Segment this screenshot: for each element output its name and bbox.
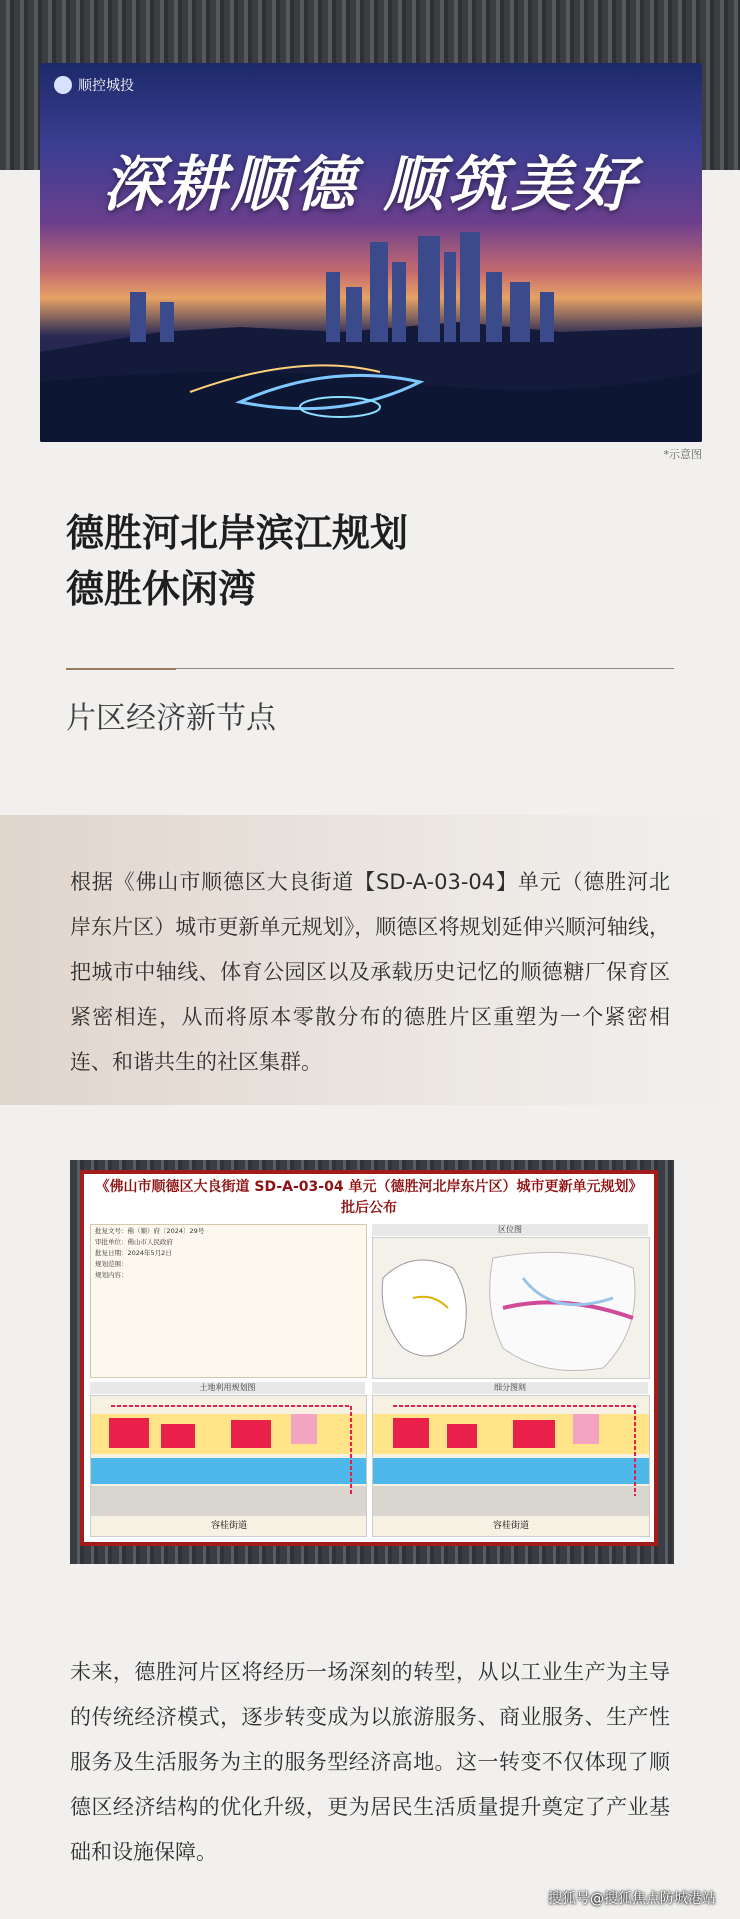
detail-map [372, 1395, 650, 1537]
plan-info-box [90, 1224, 367, 1378]
landuse-map-graphic [91, 1396, 366, 1536]
location-map-graphic [373, 1238, 649, 1378]
logo-text: 顺控城投 [78, 78, 134, 94]
location-map-label: 区位图 [372, 1224, 648, 1236]
intro-paragraph [0, 860, 740, 1085]
plan-heading-line-1: 《佛山市顺德区大良街道 SD-A-03-04 单元（德胜河北岸东片区）城市更新单元规划》 [95, 1179, 643, 1195]
divider-accent [66, 668, 176, 670]
landuse-street-label: 容桂街道 [211, 1521, 248, 1531]
watermark: 搜狐号@搜狐焦点防城港站 [548, 1891, 716, 1907]
page-title [66, 505, 408, 617]
plan-doc-number: 批复文号：佛（顺）府〔2024〕29号 [95, 1227, 205, 1235]
hero-banner-image [40, 63, 702, 442]
image-caption: *示意图 [663, 448, 702, 461]
landuse-map-label: 土地利用规划图 [90, 1382, 365, 1394]
plan-heading [84, 1174, 654, 1223]
outlook-paragraph-text: 未来，德胜河片区将经历一场深刻的转型，从以工业生产为主导的传统经济模式，逐步转变成为以旅游服务、商业服务、生产性服务及生活服务为主的服务型经济高地。这一转变不仅体现了顺德区经济结构的优化升级，更为居民生活质量提升奠定了产业基础和设施保障。 [70, 1660, 670, 1864]
title-line-1: 德胜河北岸滨江规划 [66, 511, 409, 555]
planning-document-image [80, 1170, 658, 1546]
plan-content-title: 规划内容： [95, 1271, 128, 1279]
intro-paragraph-text: 根据《佛山市顺德区大良街道【SD-A-03-04】单元（德胜河北岸东片区）城市更新单元规划》，顺德区将规划延伸兴顺河轴线，把城市中轴线、体育公园区以及承载历史记忆的顺德糖厂保育区紧密相连，从而将原本零散分布的德胜片区重塑为一个紧密相连、和谐共生的社区集群。 [70, 870, 670, 1074]
hero-slogan: 深耕顺德 顺筑美好 [102, 150, 640, 220]
plan-scope-title: 规划范围： [95, 1260, 128, 1268]
logo-mark-icon [54, 76, 72, 94]
brand-logo [54, 75, 134, 95]
city-skyline-graphic [40, 232, 702, 442]
divider-line [176, 668, 674, 669]
outlook-paragraph [0, 1650, 740, 1875]
plan-approver: 审批单位：佛山市人民政府 [95, 1238, 173, 1246]
detail-street-label: 容桂街道 [493, 1521, 530, 1531]
landuse-map [90, 1395, 367, 1537]
title-line-2: 德胜休闲湾 [66, 567, 257, 611]
plan-heading-line-2: 批后公布 [341, 1200, 397, 1216]
detail-map-label: 细分图则 [372, 1382, 648, 1394]
section-subtitle: 片区经济新节点 [66, 701, 276, 736]
detail-map-graphic [373, 1396, 649, 1536]
location-map [372, 1237, 650, 1379]
plan-date: 批复日期：2024年5月2日 [95, 1249, 172, 1257]
